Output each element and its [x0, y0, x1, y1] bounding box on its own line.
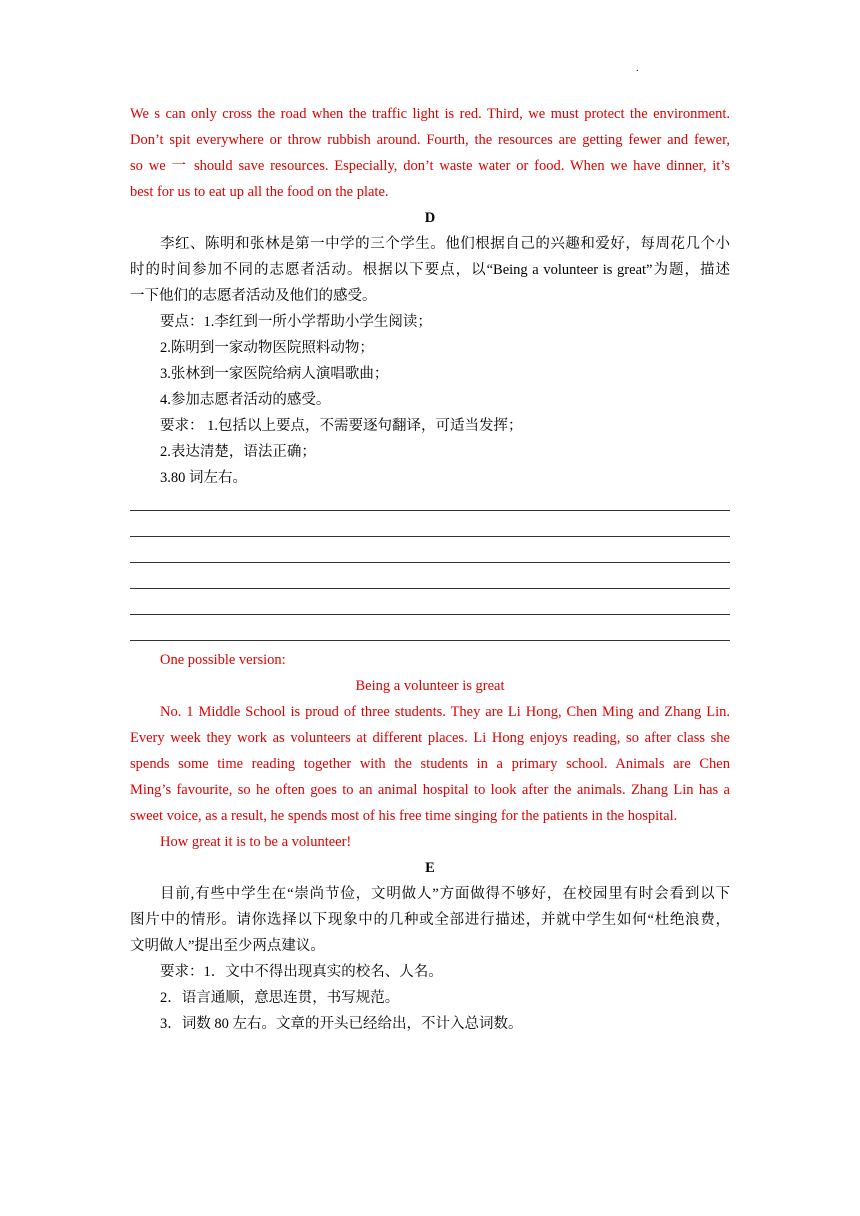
prompt-line: 文明做人”提出至少两点建议。	[130, 938, 325, 954]
writing-line[interactable]	[130, 569, 730, 595]
answer-title: Being a volunteer is great	[355, 678, 505, 694]
prompt-line: 图片中的情形。请你选择以下现象中的几种或全部进行描述，并就中学生如何“杜绝浪费，	[130, 912, 730, 928]
writing-line[interactable]	[130, 621, 730, 647]
header-dot: .	[636, 63, 639, 74]
writing-line[interactable]	[130, 517, 730, 543]
answer-line: Don’t spit everywhere or throw rubbish around. Fourth, the resources are getting fewer and fewer,	[130, 132, 730, 148]
section-d-points	[130, 309, 730, 413]
section-e-prompt	[130, 881, 730, 959]
answer-line: spends some time reading together with the students in a primary school. Animals are Chen	[130, 756, 730, 772]
section-e-requirements	[130, 959, 730, 1037]
answer-line: We s can only cross the road when the traffic light is red. Third, we must protect the environment.	[130, 106, 730, 122]
point-item: 要点：1.李红到一所小学帮助小学生阅读；	[160, 314, 432, 330]
section-d-heading: D	[424, 210, 436, 226]
prompt-line: 李红、陈明和张林是第一中学的三个学生。他们根据自己的兴趣和爱好，每周花几个小	[160, 236, 730, 252]
point-item: 4.参加志愿者活动的感受。	[160, 392, 331, 408]
section-d-prompt	[130, 231, 730, 309]
writing-lines	[130, 491, 730, 647]
answer-label: One possible version:	[160, 652, 286, 668]
answer-line: Ming’s favourite, so he often goes to an animal hospital to look after the animals. Zhang Lin has a	[130, 782, 730, 798]
requirement-item: 要求： 1.包括以上要点，不需要逐句翻译，可适当发挥；	[160, 418, 523, 434]
requirement-item: 3.80 词左右。	[160, 470, 247, 486]
answer-line: sweet voice, as a result, he spends most of his free time singing for the patients in the hospital.	[130, 808, 678, 824]
section-e-heading: E	[425, 860, 435, 876]
answer-line: so we 一 should save resources. Especially, don’t waste water or food. When we have dinner, it’s	[130, 158, 730, 174]
point-item: 2.陈明到一家动物医院照料动物；	[160, 340, 374, 356]
section-c-answer	[130, 101, 730, 205]
section-d-answer	[130, 647, 730, 855]
writing-line[interactable]	[130, 595, 730, 621]
writing-line[interactable]	[130, 491, 730, 517]
requirement-item: 2.表达清楚，语法正确；	[160, 444, 316, 460]
answer-line: best for us to eat up all the food on the plate.	[130, 184, 389, 200]
writing-line[interactable]	[130, 543, 730, 569]
requirement-item: 2．语言通顺，意思连贯，书写规范。	[160, 990, 400, 1006]
answer-line: No. 1 Middle School is proud of three students. They are Li Hong, Chen Ming and Zhang Lin.	[160, 704, 730, 720]
section-d-requirements	[130, 413, 730, 491]
requirement-item: 要求：1．文中不得出现真实的校名、人名。	[160, 964, 443, 980]
answer-line: Every week they work as volunteers at different places. Li Hong enjoys reading, so after class she	[130, 730, 730, 746]
point-item: 3.张林到一家医院给病人演唱歌曲；	[160, 366, 389, 382]
document-body	[130, 101, 730, 1037]
prompt-line: 目前,有些中学生在“崇尚节俭，文明做人”方面做得不够好，在校园里有时会看到以下	[160, 886, 730, 902]
requirement-item: 3．词数 80 左右。文章的开头已经给出，不计入总词数。	[160, 1016, 523, 1032]
prompt-line: 一下他们的志愿者活动及他们的感受。	[130, 288, 377, 304]
answer-closing: How great it is to be a volunteer!	[160, 834, 352, 850]
prompt-line: 时的时间参加不同的志愿者活动。根据以下要点，以“Being a volunteer is great”为题，描述	[130, 262, 730, 278]
